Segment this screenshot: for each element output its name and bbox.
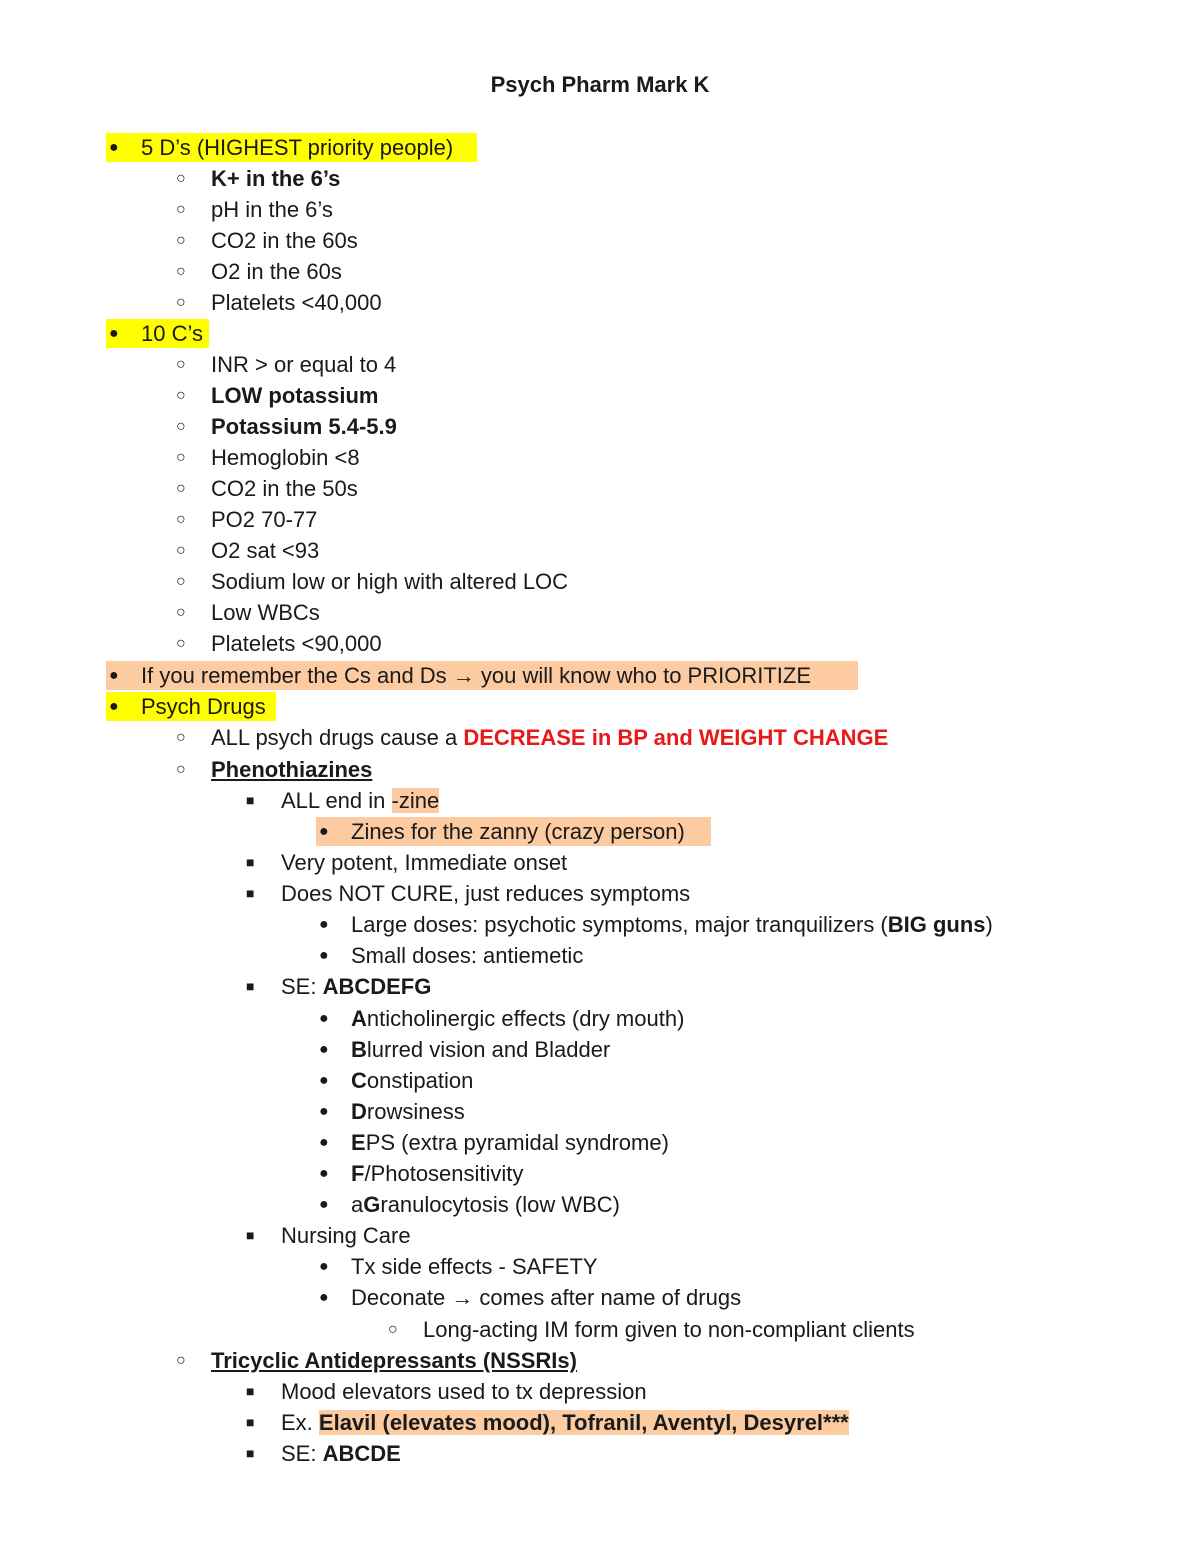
disc-bullet-icon: ● bbox=[319, 916, 329, 933]
disc-bullet-icon: ● bbox=[319, 1072, 329, 1089]
square-bullet-icon: ■ bbox=[246, 978, 255, 994]
disc-bullet-icon: ● bbox=[319, 1196, 329, 1213]
disc-bullet-icon: ● bbox=[109, 667, 119, 684]
circle-bullet-icon: ○ bbox=[176, 232, 186, 249]
circle-bullet-icon: ○ bbox=[176, 761, 186, 778]
circle-bullet-icon: ○ bbox=[176, 635, 186, 652]
heading-5ds: 5 D’s (HIGHEST priority people) bbox=[141, 135, 454, 160]
disc-bullet-icon: ● bbox=[319, 1010, 329, 1027]
circle-bullet-icon: ○ bbox=[176, 263, 186, 280]
disc-bullet-icon: ● bbox=[319, 1134, 329, 1151]
circle-bullet-icon: ○ bbox=[176, 729, 186, 746]
circle-bullet-icon: ○ bbox=[176, 573, 186, 590]
square-bullet-icon: ■ bbox=[246, 1383, 255, 1399]
document-page: Psych Pharm Mark K ● 5 D’s (HIGHEST priority people) ○ K+ in the 6’s ○ pH in the 6’s ○ CO2 in the 60s ○ O2 in the 60s ○ Platelets <40,000 ● 10 C’s ○ INR > or equal to 4 ○ LOW potassium ○ Potassium 5.4-5.9 ○ Hemoglobin <8 ○ CO2 in the 50s ○ PO2 70-77 ○ O2 sat <93 ○ Sodium low or high with altered LOC ○ Low WBCs ○ Platelets <90,000 ● If you remember the Cs and Ds → you will know who to PRIORITIZE ● Psych Drugs ○ ALL psych drugs cause a DECREASE in BP and WEIGHT CHANGE ○ Phenothiazines ■ ALL end in -zine ● Zines for the zanny (crazy person) ■ Very potent, Immediate onset ■ Does NOT CURE, just reduces symptoms ● Large doses: psychotic symptoms, major tranquilizers (BIG guns) ● Small doses: antiemetic ■ SE: ABCDEFG ● Anticholinergic effects (dry mouth) ● Blurred vision and Bladder ● Constipation ● Drowsiness ● EPS (extra pyramidal syndrome) ● F/Photosensitivity ● aGranulocytosis (low WBC) ■ Nursing Care ● Tx side effects - SAFETY ● Deconate → comes after name of drugs ○ Long-acting IM form given to non-compliant clients ○ Tricyclic Antidepressants (NSSRIs) ■ Mood elevators used to tx depression ■ Ex. Elavil (elevates mood), Tofranil, Aventyl, Desyrel*** ■ SE: ABCDE bbox=[0, 0, 1200, 1553]
circle-bullet-icon: ○ bbox=[176, 542, 186, 559]
square-bullet-icon: ■ bbox=[246, 1227, 255, 1243]
circle-bullet-icon: ○ bbox=[176, 294, 186, 311]
disc-bullet-icon: ● bbox=[319, 1258, 329, 1275]
circle-bullet-icon: ○ bbox=[176, 511, 186, 528]
heading-10cs: 10 C’s bbox=[141, 321, 203, 346]
disc-bullet-icon: ● bbox=[319, 1165, 329, 1182]
disc-bullet-icon: ● bbox=[319, 1041, 329, 1058]
circle-bullet-icon: ○ bbox=[176, 480, 186, 497]
page-title: Psych Pharm Mark K bbox=[490, 72, 710, 97]
disc-bullet-icon: ● bbox=[319, 1103, 329, 1120]
circle-bullet-icon: ○ bbox=[176, 418, 186, 435]
square-bullet-icon: ■ bbox=[246, 854, 255, 870]
circle-bullet-icon: ○ bbox=[176, 170, 186, 187]
circle-bullet-icon: ○ bbox=[176, 387, 186, 404]
disc-bullet-icon: ● bbox=[319, 1289, 329, 1306]
disc-bullet-icon: ● bbox=[319, 823, 329, 840]
disc-bullet-icon: ● bbox=[319, 947, 329, 964]
circle-bullet-icon: ○ bbox=[388, 1321, 398, 1338]
circle-bullet-icon: ○ bbox=[176, 604, 186, 621]
square-bullet-icon: ■ bbox=[246, 885, 255, 901]
disc-bullet-icon: ● bbox=[109, 139, 119, 156]
square-bullet-icon: ■ bbox=[246, 792, 255, 808]
square-bullet-icon: ■ bbox=[246, 1414, 255, 1430]
heading-phenothiazines: Phenothiazines bbox=[211, 757, 373, 782]
circle-bullet-icon: ○ bbox=[176, 201, 186, 218]
circle-bullet-icon: ○ bbox=[176, 449, 186, 466]
heading-tricyclic: Tricyclic Antidepressants (NSSRIs) bbox=[211, 1348, 577, 1373]
circle-bullet-icon: ○ bbox=[176, 356, 186, 373]
heading-psych-drugs: Psych Drugs bbox=[141, 694, 266, 719]
disc-bullet-icon: ● bbox=[109, 325, 119, 342]
circle-bullet-icon: ○ bbox=[176, 1352, 186, 1369]
disc-bullet-icon: ● bbox=[109, 698, 119, 715]
square-bullet-icon: ■ bbox=[246, 1445, 255, 1461]
